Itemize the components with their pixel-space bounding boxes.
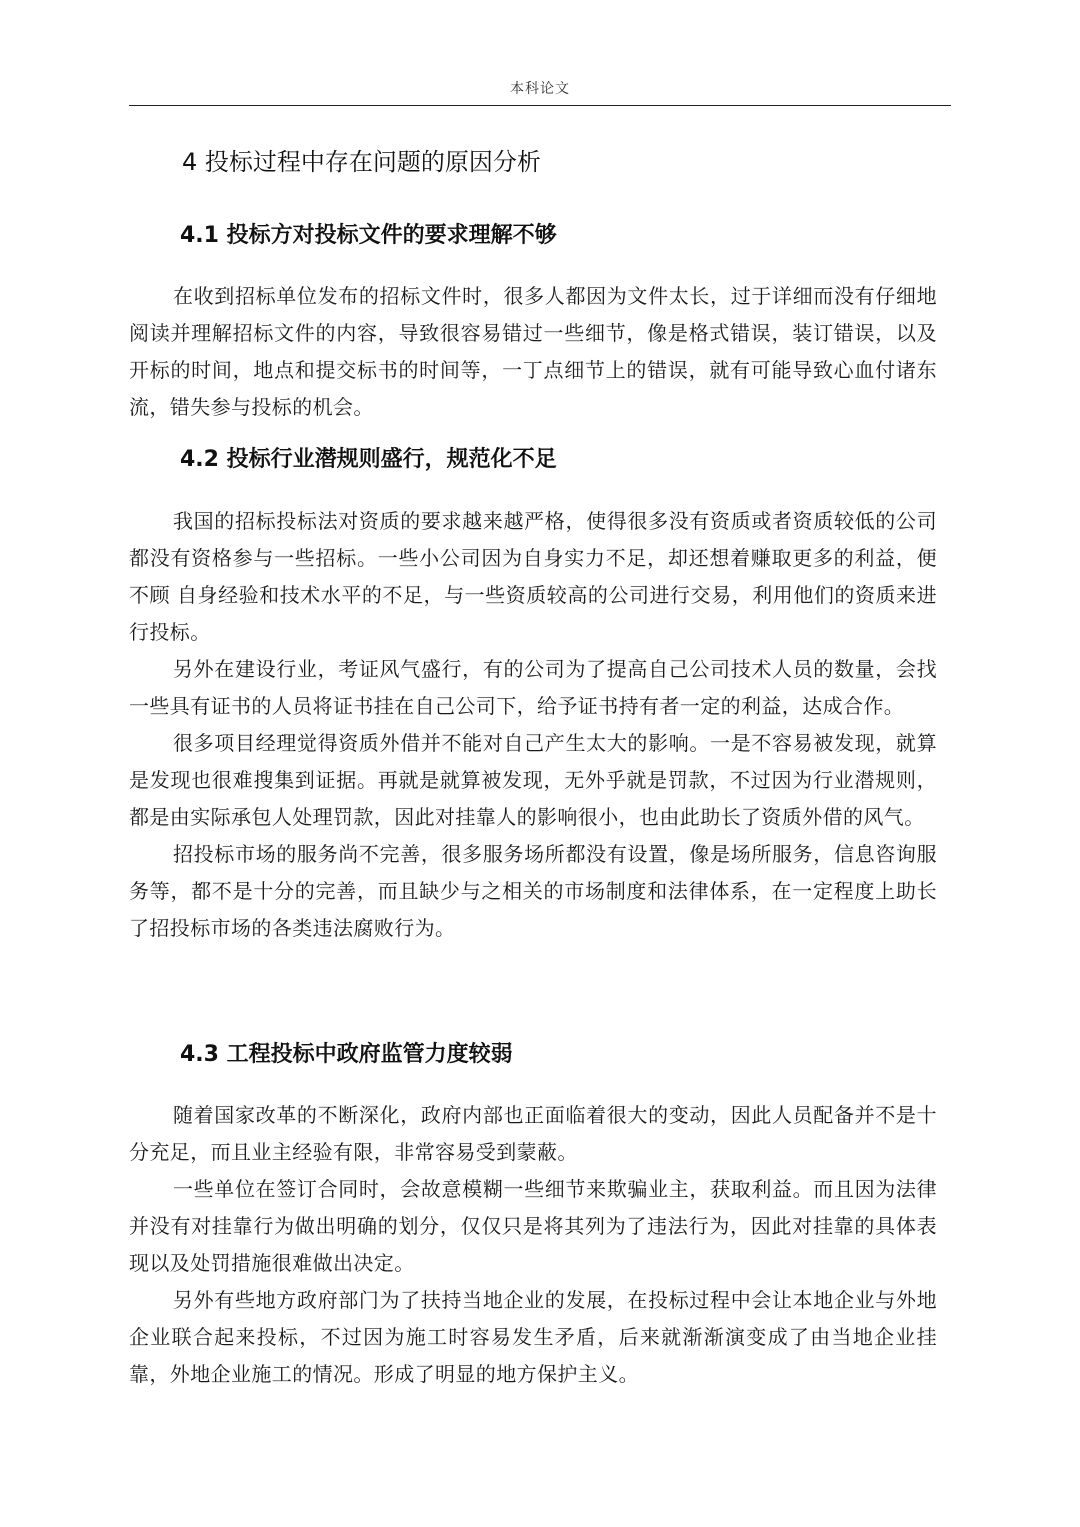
paragraph: 在收到招标单位发布的招标文件时，很多人都因为文件太长，过于详细而没有仔细地阅读并理解招标文件的内容，导致很容易错过一些细节，像是格式错误，装订错误，以及开标的时间，地点和提交标书的时间等，一丁点细节上的错误，就有可能导致心血付诸东流，错失参与投标的机会。 [129, 284, 937, 419]
section-heading-4-2: 4.2 投标行业潜规则盛行，规范化不足 [180, 447, 557, 472]
paragraph: 我国的招标投标法对资质的要求越来越严格，使得很多没有资质或者资质较低的公司都没有资格参与一些招标。一些小公司因为自身实力不足，却还想着赚取更多的利益，便不顾 自身经验和技术水平的不足，与一些资质较高的公司进行交易，利用他们的资质来进行投标。 [129, 509, 937, 644]
running-header: 本科论文 [510, 81, 570, 97]
chapter-title: 4 投标过程中存在问题的原因分析 [182, 148, 541, 176]
section-body-4-2 [129, 503, 937, 947]
paragraph: 招投标市场的服务尚不完善，很多服务场所都没有设置，像是场所服务，信息咨询服务等，都不是十分的完善，而且缺少与之相关的市场制度和法律体系，在一定程度上助长了招投标市场的各类违法腐败行为。 [129, 842, 937, 940]
section-body-4-3 [129, 1097, 937, 1393]
paragraph: 一些单位在签订合同时，会故意模糊一些细节来欺骗业主，获取利益。而且因为法律并没有对挂靠行为做出明确的划分，仅仅只是将其列为了违法行为，因此对挂靠的具体表现以及处罚措施很难做出决定。 [129, 1177, 937, 1275]
paragraph: 很多项目经理觉得资质外借并不能对自己产生太大的影响。一是不容易被发现，就算是发现也很难搜集到证据。再就是就算被发现，无外乎就是罚款，不过因为行业潜规则，都是由实际承包人处理罚款，因此对挂靠人的影响很小，也由此助长了资质外借的风气。 [129, 731, 937, 829]
paragraph: 随着国家改革的不断深化，政府内部也正面临着很大的变动，因此人员配备并不是十分充足，而且业主经验有限，非常容易受到蒙蔽。 [129, 1103, 937, 1164]
paragraph: 另外在建设行业，考证风气盛行，有的公司为了提高自己公司技术人员的数量，会找一些具有证书的人员将证书挂在自己公司下，给予证书持有者一定的利益，达成合作。 [129, 657, 937, 718]
paragraph: 另外有些地方政府部门为了扶持当地企业的发展，在投标过程中会让本地企业与外地企业联合起来投标，不过因为施工时容易发生矛盾，后来就渐渐演变成了由当地企业挂靠，外地企业施工的情况。形成了明显的地方保护主义。 [129, 1288, 937, 1386]
section-heading-4-1: 4.1 投标方对投标文件的要求理解不够 [180, 223, 557, 248]
section-body-4-1 [129, 278, 937, 426]
section-heading-4-3: 4.3 工程投标中政府监管力度较弱 [180, 1042, 513, 1067]
header-divider [129, 105, 951, 106]
